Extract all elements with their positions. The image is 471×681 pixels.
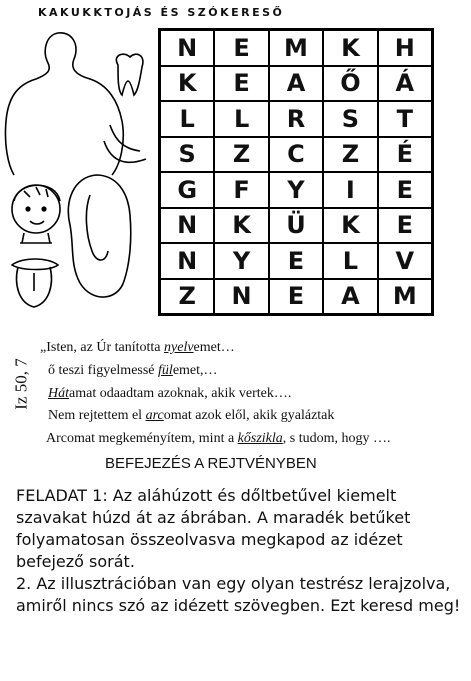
hand-drawing bbox=[104, 125, 146, 162]
verse-line-1: „Isten, az Úr tanította nyelvemet… bbox=[40, 340, 235, 355]
word-search-grid bbox=[158, 28, 434, 316]
body-parts-illustration bbox=[0, 25, 160, 345]
grid-cell: E bbox=[378, 208, 432, 244]
grid-cell: E bbox=[269, 243, 323, 279]
grid-cell: G bbox=[160, 172, 214, 208]
grid-cell: C bbox=[269, 137, 323, 173]
task-instructions: FELADAT 1: Az aláhúzott és dőltbetűvel kiemelt szavakat húzd át az ábrában. A maradék betűket folyamatosan összeolvasva megkapod az idézet befejező sorát. 2. Az illusztrációban van egy olyan testrész lerajzolva, amiről nincs szó az idézett szövegben. Ezt keresd meg! bbox=[16, 486, 461, 615]
bible-reference: Iz 50, 7 bbox=[11, 358, 31, 410]
verse-line-4: Nem rejtettem el arcomat azok elől, akik gyaláztak bbox=[48, 408, 335, 423]
grid-cell: M bbox=[269, 30, 323, 66]
grid-cell: É bbox=[378, 137, 432, 173]
grid-cell: S bbox=[160, 137, 214, 173]
grid-cell: Z bbox=[323, 137, 377, 173]
grid-cell: K bbox=[323, 30, 377, 66]
torso-drawing bbox=[5, 33, 123, 175]
verse-line-3: Hátamat odaadtam azoknak, akik vertek…. bbox=[48, 386, 292, 401]
grid-cell: H bbox=[378, 30, 432, 66]
grid-cell: E bbox=[269, 279, 323, 315]
grid-cell: A bbox=[323, 279, 377, 315]
grid-cell: E bbox=[378, 172, 432, 208]
grid-cell: N bbox=[214, 279, 268, 315]
grid-cell: L bbox=[160, 101, 214, 137]
grid-cell: Z bbox=[214, 137, 268, 173]
grid-cell: Ü bbox=[269, 208, 323, 244]
grid-cell: K bbox=[160, 66, 214, 102]
grid-cell: K bbox=[323, 208, 377, 244]
ear-drawing bbox=[68, 175, 130, 297]
grid-cell: L bbox=[214, 101, 268, 137]
grid-cell: E bbox=[214, 30, 268, 66]
grid-cell: L bbox=[323, 243, 377, 279]
grid-cell: S bbox=[323, 101, 377, 137]
grid-cell: K bbox=[214, 208, 268, 244]
puzzle-title: KAKUKKTOJÁS ÉS SZÓKERESŐ bbox=[38, 6, 285, 19]
tooth-drawing bbox=[116, 54, 143, 95]
grid-cell: Y bbox=[214, 243, 268, 279]
verse-line-2: ő teszi figyelmessé fülemet,… bbox=[48, 363, 218, 378]
grid-cell: I bbox=[323, 172, 377, 208]
grid-cell: R bbox=[269, 101, 323, 137]
grid-cell: N bbox=[160, 30, 214, 66]
grid-cell: M bbox=[378, 279, 432, 315]
grid-cell: Z bbox=[160, 279, 214, 315]
grid-cell: F bbox=[214, 172, 268, 208]
grid-cell: N bbox=[160, 208, 214, 244]
section-heading: BEFEJEZÉS A REJTVÉNYBEN bbox=[105, 455, 317, 472]
grid-cell: Y bbox=[269, 172, 323, 208]
grid-cell: V bbox=[378, 243, 432, 279]
grid-cell: T bbox=[378, 101, 432, 137]
grid-cell: A bbox=[269, 66, 323, 102]
grid-cell: N bbox=[160, 243, 214, 279]
grid-cell: E bbox=[214, 66, 268, 102]
grid-cell: Ő bbox=[323, 66, 377, 102]
tongue-drawing bbox=[12, 259, 58, 307]
verse-line-5: Arcomat megkeményítem, mint a kőszikla, s tudom, hogy …. bbox=[46, 431, 391, 446]
grid-cell: Á bbox=[378, 66, 432, 102]
